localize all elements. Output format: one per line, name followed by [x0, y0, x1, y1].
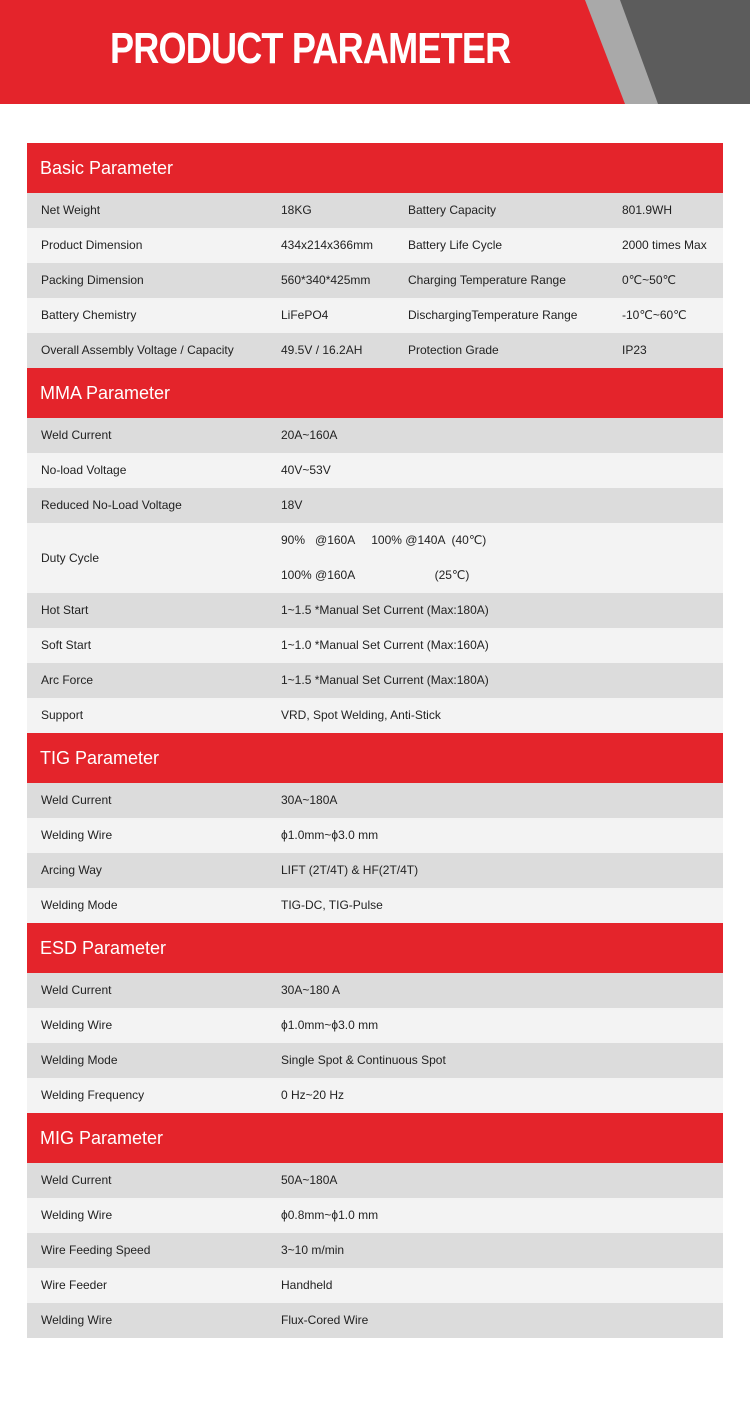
table-row [27, 453, 723, 488]
param-value: 20A~160A [281, 428, 338, 442]
table-row [27, 853, 723, 888]
table-row [27, 973, 723, 1008]
param-label: Soft Start [41, 638, 92, 652]
param-value: 49.5V / 16.2AH [281, 343, 363, 357]
table-row [27, 1043, 723, 1078]
table-row [27, 888, 723, 923]
param-label: Welding Frequency [41, 1088, 145, 1102]
param-value: 30A~180A [281, 793, 338, 807]
param-label: Wire Feeder [41, 1278, 108, 1292]
table-row [27, 1198, 723, 1233]
param-label: Overall Assembly Voltage / Capacity [41, 343, 234, 357]
param-value: 0℃~50℃ [622, 273, 676, 287]
param-label: Support [41, 708, 84, 722]
param-label: Weld Current [41, 983, 112, 997]
table-row [27, 1163, 723, 1198]
table-row [27, 663, 723, 698]
param-label: Net Weight [41, 203, 101, 217]
param-value: 560*340*425mm [281, 273, 371, 287]
table-row-duty-cycle [27, 523, 723, 593]
param-label: Arcing Way [41, 863, 102, 877]
param-label: Arc Force [41, 673, 94, 687]
table-row [27, 298, 723, 333]
section-header-mma: MMA Parameter [27, 368, 723, 418]
param-label: Duty Cycle [41, 551, 100, 565]
param-label: Protection Grade [408, 343, 499, 357]
param-value: 0 Hz~20 Hz [281, 1088, 345, 1102]
table-row [27, 418, 723, 453]
param-value: 3~10 m/min [281, 1243, 345, 1257]
param-value: ϕ1.0mm~ϕ3.0 mm [281, 828, 379, 842]
param-label: Product Dimension [41, 238, 143, 252]
param-label: Weld Current [41, 793, 112, 807]
param-label: Welding Wire [41, 1313, 113, 1327]
param-value-line1: 90% @160A 100% @140A (40℃) [281, 533, 487, 547]
page-title: PRODUCT PARAMETER [110, 24, 511, 73]
param-value: LiFePO4 [281, 308, 329, 322]
param-label: Welding Mode [41, 1053, 118, 1067]
param-label: Reduced No-Load Voltage [41, 498, 182, 512]
param-value: LIFT (2T/4T) & HF(2T/4T) [281, 863, 419, 877]
header-banner [0, 0, 750, 104]
table-row [27, 488, 723, 523]
param-value: ϕ1.0mm~ϕ3.0 mm [281, 1018, 379, 1032]
param-label: Charging Temperature Range [408, 273, 566, 287]
param-label: Welding Wire [41, 1208, 113, 1222]
param-value: 1~1.0 *Manual Set Current (Max:160A) [281, 638, 489, 652]
param-label: Welding Wire [41, 828, 113, 842]
param-value: 18KG [281, 203, 312, 217]
section-header-basic: Basic Parameter [27, 143, 723, 193]
param-value-line2: 100% @160A (25℃) [281, 568, 470, 582]
param-value: 30A~180 A [281, 983, 341, 997]
param-value: -10℃~60℃ [622, 308, 687, 322]
param-value: TIG-DC, TIG-Pulse [281, 898, 383, 912]
param-value: ϕ0.8mm~ϕ1.0 mm [281, 1208, 379, 1222]
table-row [27, 228, 723, 263]
param-label: Battery Chemistry [41, 308, 137, 322]
param-value: 2000 times Max [622, 238, 707, 252]
param-value: VRD, Spot Welding, Anti-Stick [281, 708, 441, 722]
param-value: 801.9WH [622, 203, 673, 217]
table-row [27, 628, 723, 663]
param-value: 40V~53V [281, 463, 331, 477]
param-label: Welding Mode [41, 898, 118, 912]
param-label: Battery Capacity [408, 203, 497, 217]
param-value: IP23 [622, 343, 647, 357]
section-header-tig: TIG Parameter [27, 733, 723, 783]
table-row [27, 698, 723, 733]
param-value: 1~1.5 *Manual Set Current (Max:180A) [281, 603, 489, 617]
table-row [27, 263, 723, 298]
param-value: Single Spot & Continuous Spot [281, 1053, 446, 1067]
param-value: 434x214x366mm [281, 238, 374, 252]
param-label: Packing Dimension [41, 273, 144, 287]
table-row [27, 333, 723, 368]
table-row [27, 783, 723, 818]
param-label: Weld Current [41, 428, 112, 442]
table-row [27, 1233, 723, 1268]
table-row [27, 593, 723, 628]
param-value: 50A~180A [281, 1173, 338, 1187]
table-row [27, 818, 723, 853]
param-label: Weld Current [41, 1173, 112, 1187]
table-row [27, 193, 723, 228]
param-value: 18V [281, 498, 303, 512]
table-row [27, 1268, 723, 1303]
param-label: Wire Feeding Speed [41, 1243, 151, 1257]
section-header-esd: ESD Parameter [27, 923, 723, 973]
param-label: Hot Start [41, 603, 89, 617]
param-label: Welding Wire [41, 1018, 113, 1032]
param-value: Handheld [281, 1278, 333, 1292]
table-row [27, 1008, 723, 1043]
param-value: Flux-Cored Wire [281, 1313, 369, 1327]
section-header-mig: MIG Parameter [27, 1113, 723, 1163]
table-row [27, 1078, 723, 1113]
param-label: Battery Life Cycle [408, 238, 503, 252]
param-value: 1~1.5 *Manual Set Current (Max:180A) [281, 673, 489, 687]
param-label: No-load Voltage [41, 463, 127, 477]
param-label: DischargingTemperature Range [408, 308, 578, 322]
table-row [27, 1303, 723, 1338]
